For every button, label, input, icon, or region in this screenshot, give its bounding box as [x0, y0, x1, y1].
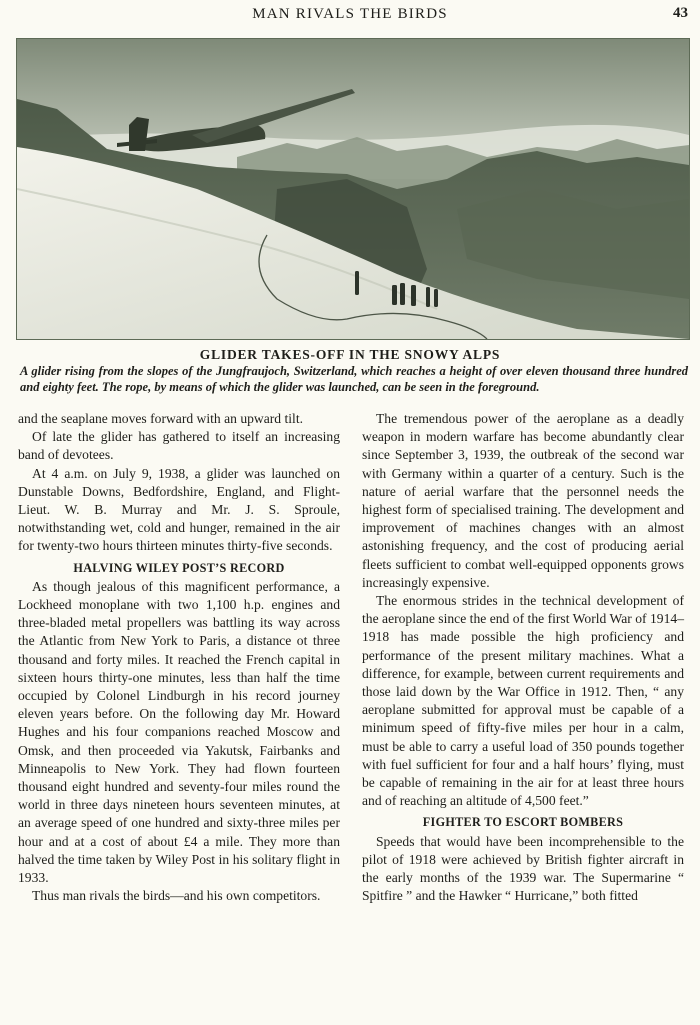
paragraph: At 4 a.m. on July 9, 1938, a glider was launched on Dunstable Downs, Bedfordshire, England, and Flight-Lieut. W. B. Murray and Mr. J. S. Sproule, notwithstanding wet, cold and hunger, remained in the air for twenty-two hours thirteen minutes thirty-five seconds.	[18, 465, 340, 554]
paragraph: Of late the glider has gathered to itself an increasing band of devotees.	[18, 429, 340, 463]
page-number: 43	[673, 5, 688, 21]
paragraph: As though jealous of this magnificent performance, a Lockheed monoplane with two 1,100 h.p. engines and three-bladed metal propellers was battling its way across the Atlantic from New York to Paris, a distance ot three thousand and forty miles. It reached the French capital in sixteen hours thirty-one minutes, less than half the time occupied by Colonel Lindburgh in his record journey eleven years before. On the following day Mr. Howard Hughes and his four companions reached Moscow and Omsk, and then proceeded via Yakutsk, Fairbanks and Minneapolis to New York. They had flown fourteen thousand eight hundred and seventy-four miles round the world in three days nineteen hours seventeen minutes, at an average speed of one hundred and sixty-three miles per hour and at a cost of about £4 a mile. They more than halved the time taken by Wiley Post in his solitary flight in 1933.	[18, 578, 340, 886]
running-title: MAN RIVALS THE BIRDS	[252, 6, 448, 22]
figure-caption-text: A glider rising from the slopes of the Jungfraujoch, Switzerland, which reaches a height of over eleven thousand three hundred and eighty feet. The rope, by means of which the glider was launched, can be seen in the foreground.	[20, 364, 688, 394]
glider-alps-illustration	[17, 39, 689, 339]
paragraph: The tremendous power of the aeroplane as a deadly weapon in modern warfare has become abundantly clear since September 3, 1939, the outbreak of the second war with Germany within a quarter of a century. Such is the nature of aerial warfare that the personnel needs the highest form of specialised training. The development and improvement of machines changes with an almost astonishing frequency, and the cost of producing aerial fleets sufficient to combat well-equipped opponents grows increasingly expensive.	[362, 411, 684, 590]
running-head	[0, 5, 700, 27]
glider-photo	[16, 38, 690, 340]
paragraph: Speeds that would have been incomprehensible to the pilot of 1918 were achieved by British fighter aircraft in the early months of the 1939 war. The Supermarine “ Spitfire ” and the Hawker “ Hurricane,” both fitted	[362, 833, 684, 904]
section-heading: HALVING WILEY POST’S RECORD	[73, 560, 285, 575]
figure-caption-title: GLIDER TAKES-OFF IN THE SNOWY ALPS	[199, 347, 501, 362]
paragraph: Thus man rivals the birds—and his own competitors.	[32, 888, 321, 904]
section-heading: FIGHTER TO ESCORT BOMBERS	[422, 815, 624, 830]
right-column	[362, 410, 684, 905]
paragraph: and the seaplane moves forward with an upward tilt.	[18, 411, 304, 426]
paragraph: The enormous strides in the technical development of the aeroplane since the end of the first World War of 1914–1918 has made possible the high proficiency and performance of the present military machines. What a difference, for example, between current requirements and those laid down by the War Office in 1912. Then, “ any aeroplane submitted for approval must be capable of a minimum speed of fifty-five miles per hour in a calm, must be able to carry a useful load of 350 pounds together with fuel sufficient for four and a half hours’ flying, must be capable of remaining in the air for at least three hours and of reaching an altitude of 4,500 feet.”	[362, 593, 684, 809]
left-column	[18, 410, 340, 905]
